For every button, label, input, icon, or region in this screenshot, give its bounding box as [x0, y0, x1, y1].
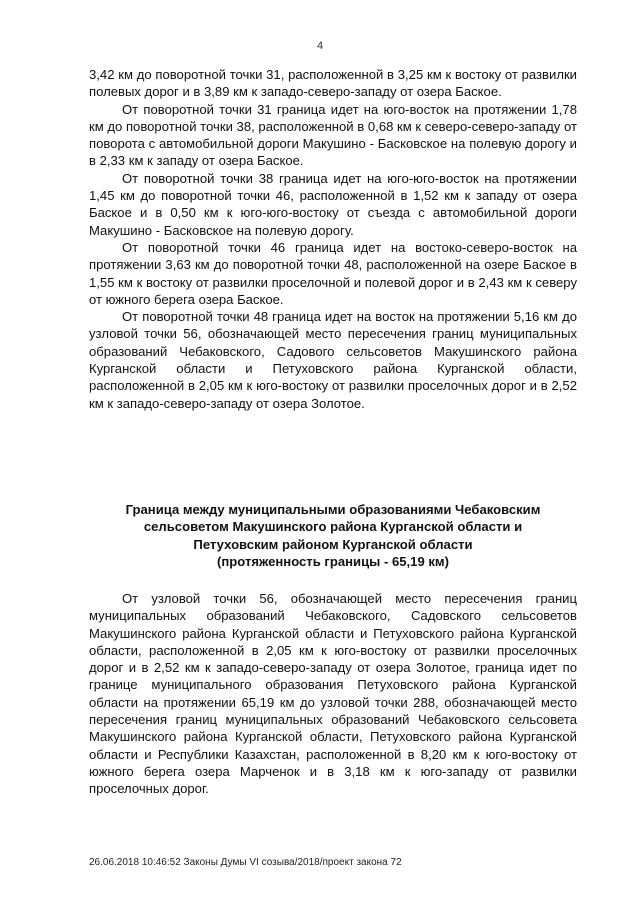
- section-heading-line: Граница между муниципальными образованиями Чебаковским: [125, 502, 541, 517]
- paragraph: От узловой точки 56, обозначающей место пересечения границ муниципальных образований Чебаковского, Садовского сельсоветов Макушинского района Курганской области и Петуховского района Курганской области, расположенной в 2,05 км к юго-востоку от развилки проселочных дорог и в 2,52 км к западо-северо-западу от озера Золотое, граница идет по границе муниципального образования Петуховского района Курганской области на протяжении 65,19 км до узловой точки 288, обозначающей место пересечения границ муниципальных образований Чебаковского сельсовета Макушинского района Курганской области, Петуховского района Курганской области и Республики Казахстан, расположенной в 8,20 км к юго-востоку от южного берега озера Марченок и в 3,18 км к юго-западу от развилки проселочных дорог.: [89, 591, 577, 797]
- page-number: 4: [316, 40, 324, 52]
- paragraph: От поворотной точки 46 граница идет на востоко-северо-восток на протяжении 3,63 км до поворотной точки 48, расположенной на озере Баское в 1,55 км к востоку от развилки проселочной и полевой дорог и в 2,43 км к северу от южного берега озера Баское.: [89, 239, 577, 307]
- body-text: [89, 66, 577, 412]
- paragraph: 3,42 км до поворотной точки 31, расположенной в 3,25 км к востоку от развилки полевых дорог и в 3,89 км к западо-северо-западу от озера Баское.: [89, 67, 577, 100]
- document-footer: 26.06.2018 10:46:52 Законы Думы VI созыва/2018/проект закона 72: [89, 857, 402, 868]
- section-body: [89, 590, 577, 798]
- paragraph: От поворотной точки 38 граница идет на юго-юго-восток на протяжении 1,45 км до поворотной точки 46, расположенной в 1,52 км к западу от озера Баское и в 0,50 км к юго-юго-востоку от съезда с автомобильной дороги Макушино - Басковское на полевую дорогу.: [89, 170, 577, 238]
- section-heading-line: (протяженность границы - 65,19 км): [217, 553, 449, 569]
- section-heading-line: сельсоветом Макушинского района Курганской области и: [143, 519, 523, 535]
- section-heading: [89, 501, 577, 570]
- paragraph: От поворотной точки 31 граница идет на юго-восток на протяжении 1,78 км до поворотной точки 38, расположенной в 0,68 км к северо-северо-западу от поворота с автомобильной дороги Макушино - Басковское на полевую дорогу и в 2,33 км к западу от озера Баское.: [89, 101, 577, 169]
- paragraph: От поворотной точки 48 граница идет на восток на протяжении 5,16 км до узловой точки 56, обозначающей место пересечения границ муниципальных образований Чебаковского, Садового сельсоветов Макушинского района Курганской области и Петуховского района Курганской области, расположенной в 2,05 км к юго-востоку от развилки проселочных дорог и в 2,52 км к западо-северо-западу от озера Золотое.: [89, 309, 577, 411]
- section-heading-line: Петуховским районом Курганской области: [193, 536, 473, 552]
